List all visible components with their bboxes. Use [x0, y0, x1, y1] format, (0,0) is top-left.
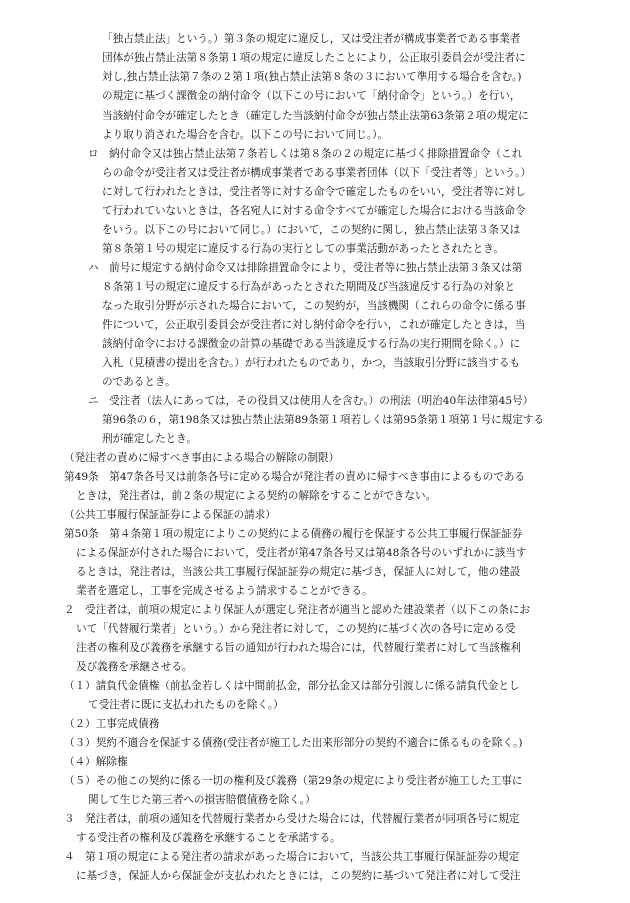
text-line: 「独占禁止法」という。）第３条の規定に違反し，又は受注者が構成事業者である事業者	[102, 33, 521, 45]
paragraph-3: ３ 発注者は，前項の通知を代替履行業者から受けた場合には，代替履行業者が同項各号に規定	[64, 813, 520, 825]
text-line: て受注者に既に支払われたものを除く。）	[88, 699, 284, 711]
text-line: 業者を選定し，工事を完成させるよう請求することができる。	[76, 585, 373, 597]
text-line: ときは，発注者は，前２条の規定による契約の解除をすることができない。	[76, 490, 437, 502]
text-line: ロ 納付命令又は独占禁止法第７条若しくは第８条の２の規定に基づく排除措置命令（これ	[88, 148, 523, 160]
section-heading: （公共工事履行保証証券による保証の請求）	[64, 509, 276, 521]
text-line: るときは，発注者は，当該公共工事履行保証証券の規定に基づき，保証人に対して，他の建設	[76, 566, 521, 578]
list-item: （１）請負代金債権（前払金若しくは中間前払金，部分払金又は部分引渡しに係る請負代金とし	[64, 680, 520, 692]
text-line: 当該納付命令が確定したとき（確定した当該納付命令が独占禁止法第63条第２項の規定に	[102, 110, 529, 122]
text-line: いて「代替履行業者」という。）から発注者に対して，この契約に基づく次の各号に定める受	[76, 623, 516, 635]
text-line: より取り消された場合を含む。以下この号において同じ。）。	[102, 129, 389, 141]
text-line: 及び義務を承継させる。	[76, 661, 193, 673]
list-item: （４）解除権	[64, 756, 128, 768]
article-49: 第49条 第47条各号又は前条各号に定める場合が発注者の責めに帰すべき事由によるものである	[64, 471, 526, 483]
text-line: て行われていないときは，各名宛人に対する命令すべてが確定した場合における当該命令	[102, 205, 526, 217]
list-item: （２）工事完成債務	[64, 718, 160, 730]
text-line: 団体が独占禁止法第８条第１項の規定に違反したことにより，公正取引委員会が受注者に	[102, 52, 526, 64]
text-line: 件について，公正取引委員会が受注者に対し納付命令を行い，これが確定したときは，当	[102, 319, 526, 331]
text-line: 第96条の６，第198条又は独占禁止法第89条第１項若しくは第95条第１項第１号に規定する	[102, 414, 545, 426]
text-line: 第８条第１号の規定に違反する行為の実行としての事業活動があったとされたとき。	[102, 243, 505, 255]
list-item: （３）契約不適合を保証する債務(受注者が施工した出来形部分の契約不適合に係るものを除く｡)	[64, 737, 523, 749]
paragraph-4: ４ 第１項の規定による発注者の請求があった場合において，当該公共工事履行保証証券の規定	[64, 851, 520, 863]
text-line: の規定に基づく課徴金の納付命令（以下この号において「納付命令」という。）を行い，	[102, 90, 521, 102]
text-line: 入札（見積書の提出を含む。）が行われたものであり，かつ，当該取引分野に該当するも	[102, 357, 521, 369]
text-line: ニ 受注者（法人にあっては，その役員又は使用人を含む。）の刑法（明治40年法律第45号）	[88, 395, 534, 407]
text-line: なった取引分野が示された場合において，この契約が，当該機関（これらの命令に係る事	[102, 300, 526, 312]
text-line: する受注者の権利及び義務を承継することを承諾する。	[76, 832, 341, 844]
text-line: 注者の権利及び義務を承継する旨の通知が行われた場合には，代替履行業者に対して当該権利	[76, 642, 521, 654]
text-line: 関して生じた第三者への損害賠償債務を除く。）	[88, 794, 316, 806]
article-50: 第50条 第４条第１項の規定によりこの契約による債務の履行を保証する公共工事履行保証証券	[64, 528, 523, 540]
section-heading: （発注者の責めに帰すべき事由による場合の解除の制限）	[64, 452, 340, 464]
text-line: らの命令が受注者又は受注者が構成事業者である事業者団体（以下「受注者等」という。）	[102, 167, 532, 179]
list-item: （５）その他この契約に係る一切の権利及び義務（第29条の規定により受注者が施工した工事に	[64, 775, 523, 787]
text-line: に基づき，保証人から保証金が支払われたときには，この契約に基づいて発注者に対して受注	[76, 870, 521, 882]
text-line: をいう。以下この号において同じ。）において，この契約に関し，独占禁止法第３条又は	[102, 224, 521, 236]
text-line: 対し,独占禁止法第７条の２第１項(独占禁止法第８条の３において準用する場合を含む｡)	[102, 71, 522, 83]
text-line: による保証が付された場合において，受注者が第47条各号又は第48条各号のいずれかに該当す	[76, 547, 527, 559]
text-line: のであるとき。	[102, 376, 176, 388]
text-line: ハ 前号に規定する納付命令又は排除措置命令により，受注者等に独占禁止法第３条又は第	[88, 262, 523, 274]
text-line: 該納付命令における課徴金の計算の基礎である当該違反する行為の実行期間を除く。）に	[102, 338, 521, 350]
text-line: に対して行われたときは，受注者等に対する命令で確定したものをいい，受注者等に対し	[102, 186, 526, 198]
text-line: ８条第１号の規定に違反する行為があったとされた期間及び当該違反する行為の対象と	[102, 281, 516, 293]
text-line: 刑が確定したとき。	[102, 433, 197, 445]
paragraph-2: ２ 受注者は，前項の規定により保証人が選定し発注者が適当と認めた建設業者（以下この条にお	[64, 604, 531, 616]
